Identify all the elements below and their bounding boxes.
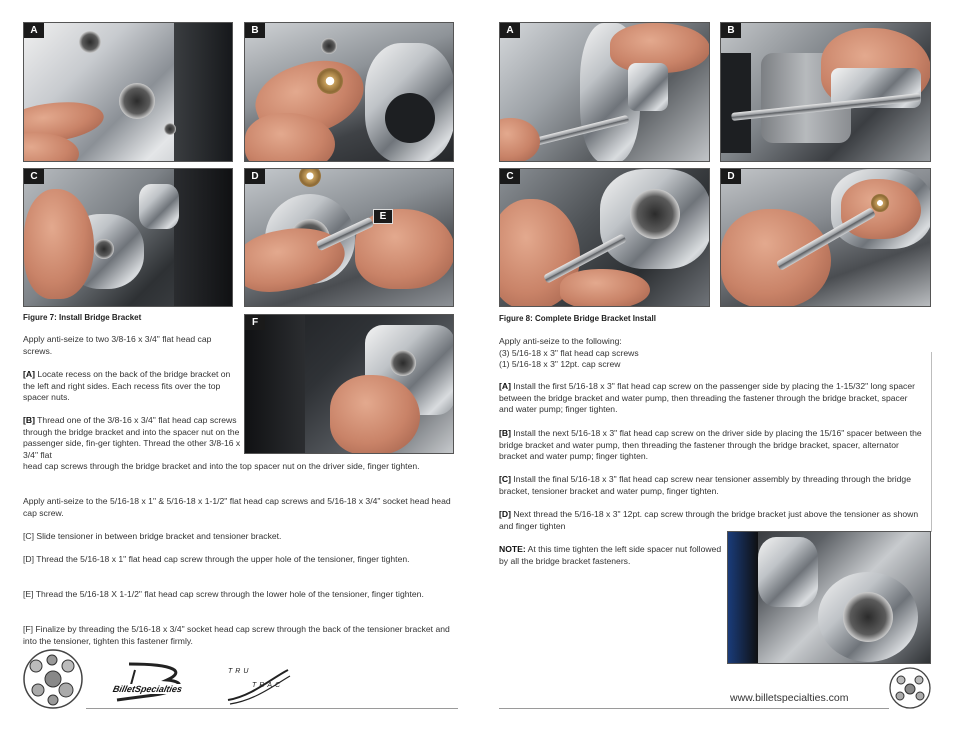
left-step-a: [A] Locate recess on the back of the bridge bracket on the left and right sides. Each recess fits over the top spacer nuts. (23, 369, 231, 402)
website-url[interactable]: www.billetspecialties.com (730, 692, 849, 704)
right-step-b: [B] Install the next 5/16-18 x 3" flat head cap screw on the driver side by placing the 15/16" spacer between the bridge bracket and water pump, then threading the fastener through the bridge bracket, spacer, alternator bracket and water pump; finger tighten. (499, 428, 922, 461)
figure-8-caption: Figure 8: Complete Bridge Bracket Install (499, 314, 656, 323)
pulley-logo-icon (888, 666, 932, 710)
step-tag: [A] (499, 381, 511, 391)
step-tag: [B] (23, 415, 35, 425)
photo-label: F (245, 315, 265, 330)
photo-left-f (244, 314, 454, 454)
photo-label: A (24, 23, 44, 38)
left-step-intro: Apply anti-seize to two 3/8-16 x 3/4" flat head cap screws. (23, 334, 212, 356)
right-note: NOTE: At this time tighten the left side spacer nut followed by all the bridge bracket fasteners. (499, 544, 722, 566)
photo-left-c (23, 168, 233, 307)
step-tag: [B] (499, 428, 511, 438)
callout-e: E (373, 209, 393, 224)
tru-trac-logo: TRU TRAC (222, 666, 292, 706)
photo-right-d (720, 168, 931, 307)
photo-label: C (24, 169, 44, 184)
photo-right-c (499, 168, 710, 307)
photo-label: B (245, 23, 265, 38)
figure-7-caption: Figure 7: Install Bridge Bracket (23, 313, 142, 322)
left-step-c: [C] Slide tensioner in between bridge bracket and tensioner bracket. (23, 531, 282, 541)
right-step-a: [A] Install the first 5/16-18 x 3" flat head cap screw on the passenger side by placing the 1-15/32" long spacer between the bridge bracket and water pump, then threading the fastener through the bridge bracket, spacer and water pump; finger tighten. (499, 381, 915, 414)
photo-right-a (499, 22, 710, 162)
left-step-e: [E] Thread the 5/16-18 X 1-1/2" flat head cap screw through the lower hole of the tensioner, finger tighten. (23, 589, 424, 599)
footer-rule-left (86, 708, 458, 709)
left-step-b-cont: head cap screws through the bridge bracket and into the top spacer nut on the driver side, finger tighten. (23, 461, 420, 471)
photo-left-d (244, 168, 454, 307)
right-step-d: [D] Next thread the 5/16-18 x 3" 12pt. cap screw through the bridge bracket just above the tensioner as shown and finger tighten (499, 509, 919, 531)
right-intro: Apply anti-seize to the following: (3) 5/16-18 x 3" flat head cap screws (1) 5/16-18 x 3" 12pt. cap screw (499, 336, 639, 369)
left-step-d: [D] Thread the 5/16-18 x 1" flat head cap screw through the upper hole of the tensioner, finger tighten. (23, 554, 410, 564)
photo-right-b (720, 22, 931, 162)
photo-right-note (727, 531, 931, 664)
step-tag: [D] (499, 509, 511, 519)
note-tag: NOTE: (499, 544, 526, 554)
photo-label: D (245, 169, 265, 184)
photo-label: B (721, 23, 741, 38)
photo-label: A (500, 23, 520, 38)
left-anti-seize: Apply anti-seize to the 5/16-18 x 1" & 5/16-18 x 1-1/2" flat head cap screws and 5/16-18 x 3/4" socket head head cap screw. (23, 496, 451, 518)
photo-label: C (500, 169, 520, 184)
serpentine-logo-icon (22, 648, 84, 710)
right-step-c: [C] Install the final 5/16-18 x 3" flat head cap screw near tensioner assembly by threading through the bridge bracket, tensioner bracket and water pump, finger tighten. (499, 474, 911, 496)
billet-specialties-wordmark: BilletSpecialties (111, 684, 184, 694)
footer-rule-right (499, 708, 889, 709)
step-tag: [C] (499, 474, 511, 484)
step-tag: [A] (23, 369, 35, 379)
right-page-rule (931, 352, 932, 532)
left-step-f: [F] Finalize by threading the 5/16-18 x 3/4" socket head cap screw through the back of the tensioner bracket and into the tensioner, tighten this fastener firmly. (23, 624, 450, 646)
photo-left-a (23, 22, 233, 162)
left-step-b: [B] Thread one of the 3/8-16 x 3/4" flat head cap screws through the bridge bracket and into the spacer nut on the passenger side, fin-ger tighten. Thread the other 3/8-16 x 3/4" flat (23, 415, 241, 460)
photo-left-b (244, 22, 454, 162)
photo-label: D (721, 169, 741, 184)
billet-specialties-logo (107, 662, 203, 704)
